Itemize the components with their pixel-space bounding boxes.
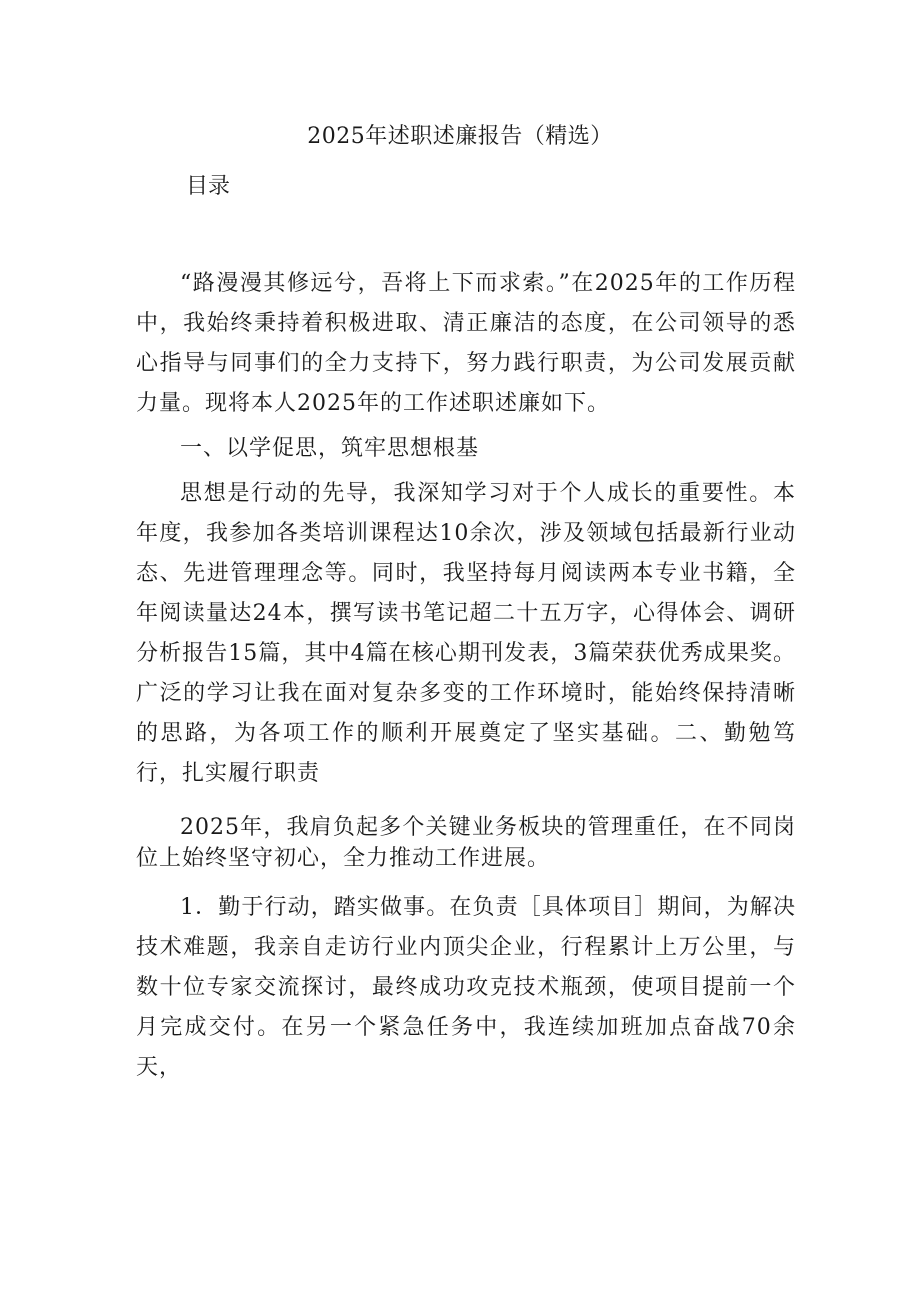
- document-title: 2025年述职述廉报告（精选）: [307, 124, 613, 149]
- document-body: [136, 264, 796, 1093]
- intro-paragraph: “路漫漫其修远兮，吾将上下而求索。”在2025年的工作历程中，我始终秉持着积极进取、清正廉洁的态度，在公司领导的悉心指导与同事们的全力支持下，努力践行职责，为公司发展贡献力量。现将本人2025年的工作述职述廉如下。: [136, 271, 796, 416]
- duties-paragraph: 2025年，我肩负起多个关键业务板块的管理重任，在不同岗位上始终坚守初心，全力推动工作进展。: [136, 815, 796, 871]
- study-paragraph: 思想是行动的先导，我深知学习对于个人成长的重要性。本年度，我参加各类培训课程达10余次，涉及领域包括最新行业动态、先进管理理念等。同时，我坚持每月阅读两本专业书籍，全年阅读量达24本，撰写读书笔记超二十五万字，心得体会、调研分析报告15篇，其中4篇在核心期刊发表，3篇荣获优秀成果奖。广泛的学习让我在面对复杂多变的工作环境时，能始终保持清晰的思路，为各项工作的顺利开展奠定了坚实基础。二、勤勉笃行，扎实履行职责: [136, 481, 796, 786]
- action-paragraph: 1．勤于行动，踏实做事。在负责［具体项目］期间，为解决技术难题，我亲自走访行业内顶尖企业，行程累计上万公里，与数十位专家交流探讨，最终成功攻克技术瓶颈，使项目提前一个月完成交付。在另一个紧急任务中，我连续加班加点奋战70余天，: [136, 895, 796, 1080]
- section-heading-1: 一、以学促思，筑牢思想根基: [180, 436, 480, 461]
- toc-label: 目录: [186, 174, 231, 199]
